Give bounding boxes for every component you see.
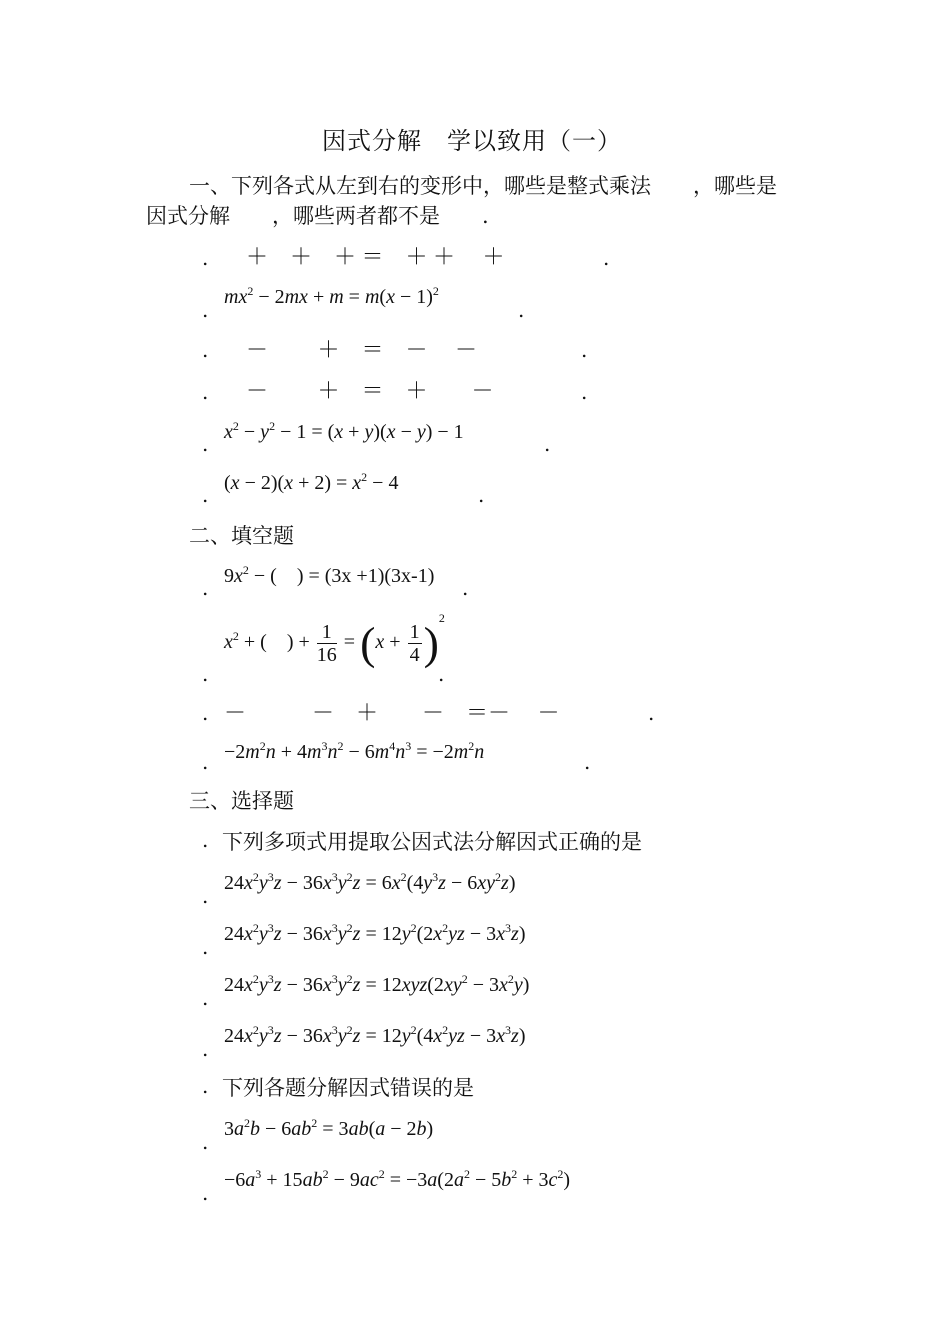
fill-expression-1: $9x^2$ − ( ) = (3x +1)(3x-1) xyxy=(224,563,435,587)
item-end-dot: . xyxy=(518,298,525,322)
item-marker: . xyxy=(202,1074,209,1098)
row3-operators: － ＋ ＝ － － xyxy=(246,337,478,362)
expression-1-6: $(x - 2)(x + 2) = x^2 - 4$ xyxy=(224,470,399,494)
item-marker: . xyxy=(202,701,209,725)
q2-option-b: $-6a^3 + 15ab^2 - 9ac^2 = -3a(2a^2 - 5b^2 + 3c^2)$ xyxy=(224,1167,571,1191)
item-marker: . xyxy=(202,338,209,362)
item-marker: . xyxy=(202,380,209,404)
item-end-dot: . xyxy=(648,701,655,725)
item-end-dot: . xyxy=(584,750,591,774)
item-marker: . xyxy=(202,246,209,270)
item-end-dot: . xyxy=(438,662,445,686)
item-marker: . xyxy=(202,483,209,507)
fill-expression-2: $x^2$ + ( ) + $\frac{1}{16}$ = (x + $\frac{1}{4}$ )$^2$ xyxy=(224,611,445,669)
item-marker: . xyxy=(202,576,209,600)
expression-1-2: $mx^2 - 2mx + m = m(x - 1)^2$ xyxy=(224,284,439,308)
option-marker: . xyxy=(202,1130,209,1154)
expression-1-5: $x^2 - y^2 - 1 = (x + y)(x - y) - 1$ xyxy=(224,419,464,443)
section1-heading-line1: 一、下列各式从左到右的变形中，哪些是整式乘法 ，哪些是 xyxy=(189,174,777,198)
row1-operators: ＋ ＋ ＋ ＝ ＋ ＋ ＋ xyxy=(246,244,505,269)
item-end-dot: . xyxy=(478,483,485,507)
item-marker: . xyxy=(202,432,209,456)
choice-question-2: 下列各题分解因式错误的是 xyxy=(222,1076,474,1100)
option-marker: . xyxy=(202,1181,209,1205)
item-end-dot: . xyxy=(544,432,551,456)
row4-operators: － ＋ ＝ ＋ － xyxy=(246,378,494,403)
item-end-dot: . xyxy=(462,576,469,600)
item-marker: . xyxy=(202,662,209,686)
q1-option-d: $24x^2y^3z - 36x^3y^2z = 12y^2(4x^2yz - 3x^3z)$ xyxy=(224,1023,526,1047)
option-marker: . xyxy=(202,935,209,959)
option-marker: . xyxy=(202,1037,209,1061)
item-marker: . xyxy=(202,298,209,322)
option-marker: . xyxy=(202,884,209,908)
q1-option-b: $24x^2y^3z - 36x^3y^2z = 12y^2(2x^2yz - 3x^3z)$ xyxy=(224,921,526,945)
page-title: 因式分解 学以致用（一） xyxy=(322,127,622,155)
item-end-dot: . xyxy=(581,380,588,404)
section1-heading-line2: 因式分解 ，哪些两者都不是 . xyxy=(146,204,489,228)
q1-option-c: $24x^2y^3z - 36x^3y^2z = 12xyz(2xy^2 - 3x^2y)$ xyxy=(224,972,530,996)
choice-question-1: 下列多项式用提取公因式法分解因式正确的是 xyxy=(222,830,642,854)
item-marker: . xyxy=(202,750,209,774)
fill-expression-4: $-2m^2n + 4m^3n^2 - 6m^4n^3 = -2m^2n$ xyxy=(224,739,485,763)
item-end-dot: . xyxy=(581,338,588,362)
section3-heading: 三、选择题 xyxy=(189,789,294,813)
q1-option-a: $24x^2y^3z - 36x^3y^2z = 6x^2(4y^3z - 6xy^2z)$ xyxy=(224,870,516,894)
q2-option-a: $3a^2b - 6ab^2 = 3ab(a - 2b)$ xyxy=(224,1116,434,1140)
section2-heading: 二、填空题 xyxy=(189,524,294,548)
option-marker: . xyxy=(202,986,209,1010)
item-marker: . xyxy=(202,828,209,852)
item-end-dot: . xyxy=(603,246,610,270)
fill-3-operators: － － ＋ － ＝－ － xyxy=(224,700,560,725)
